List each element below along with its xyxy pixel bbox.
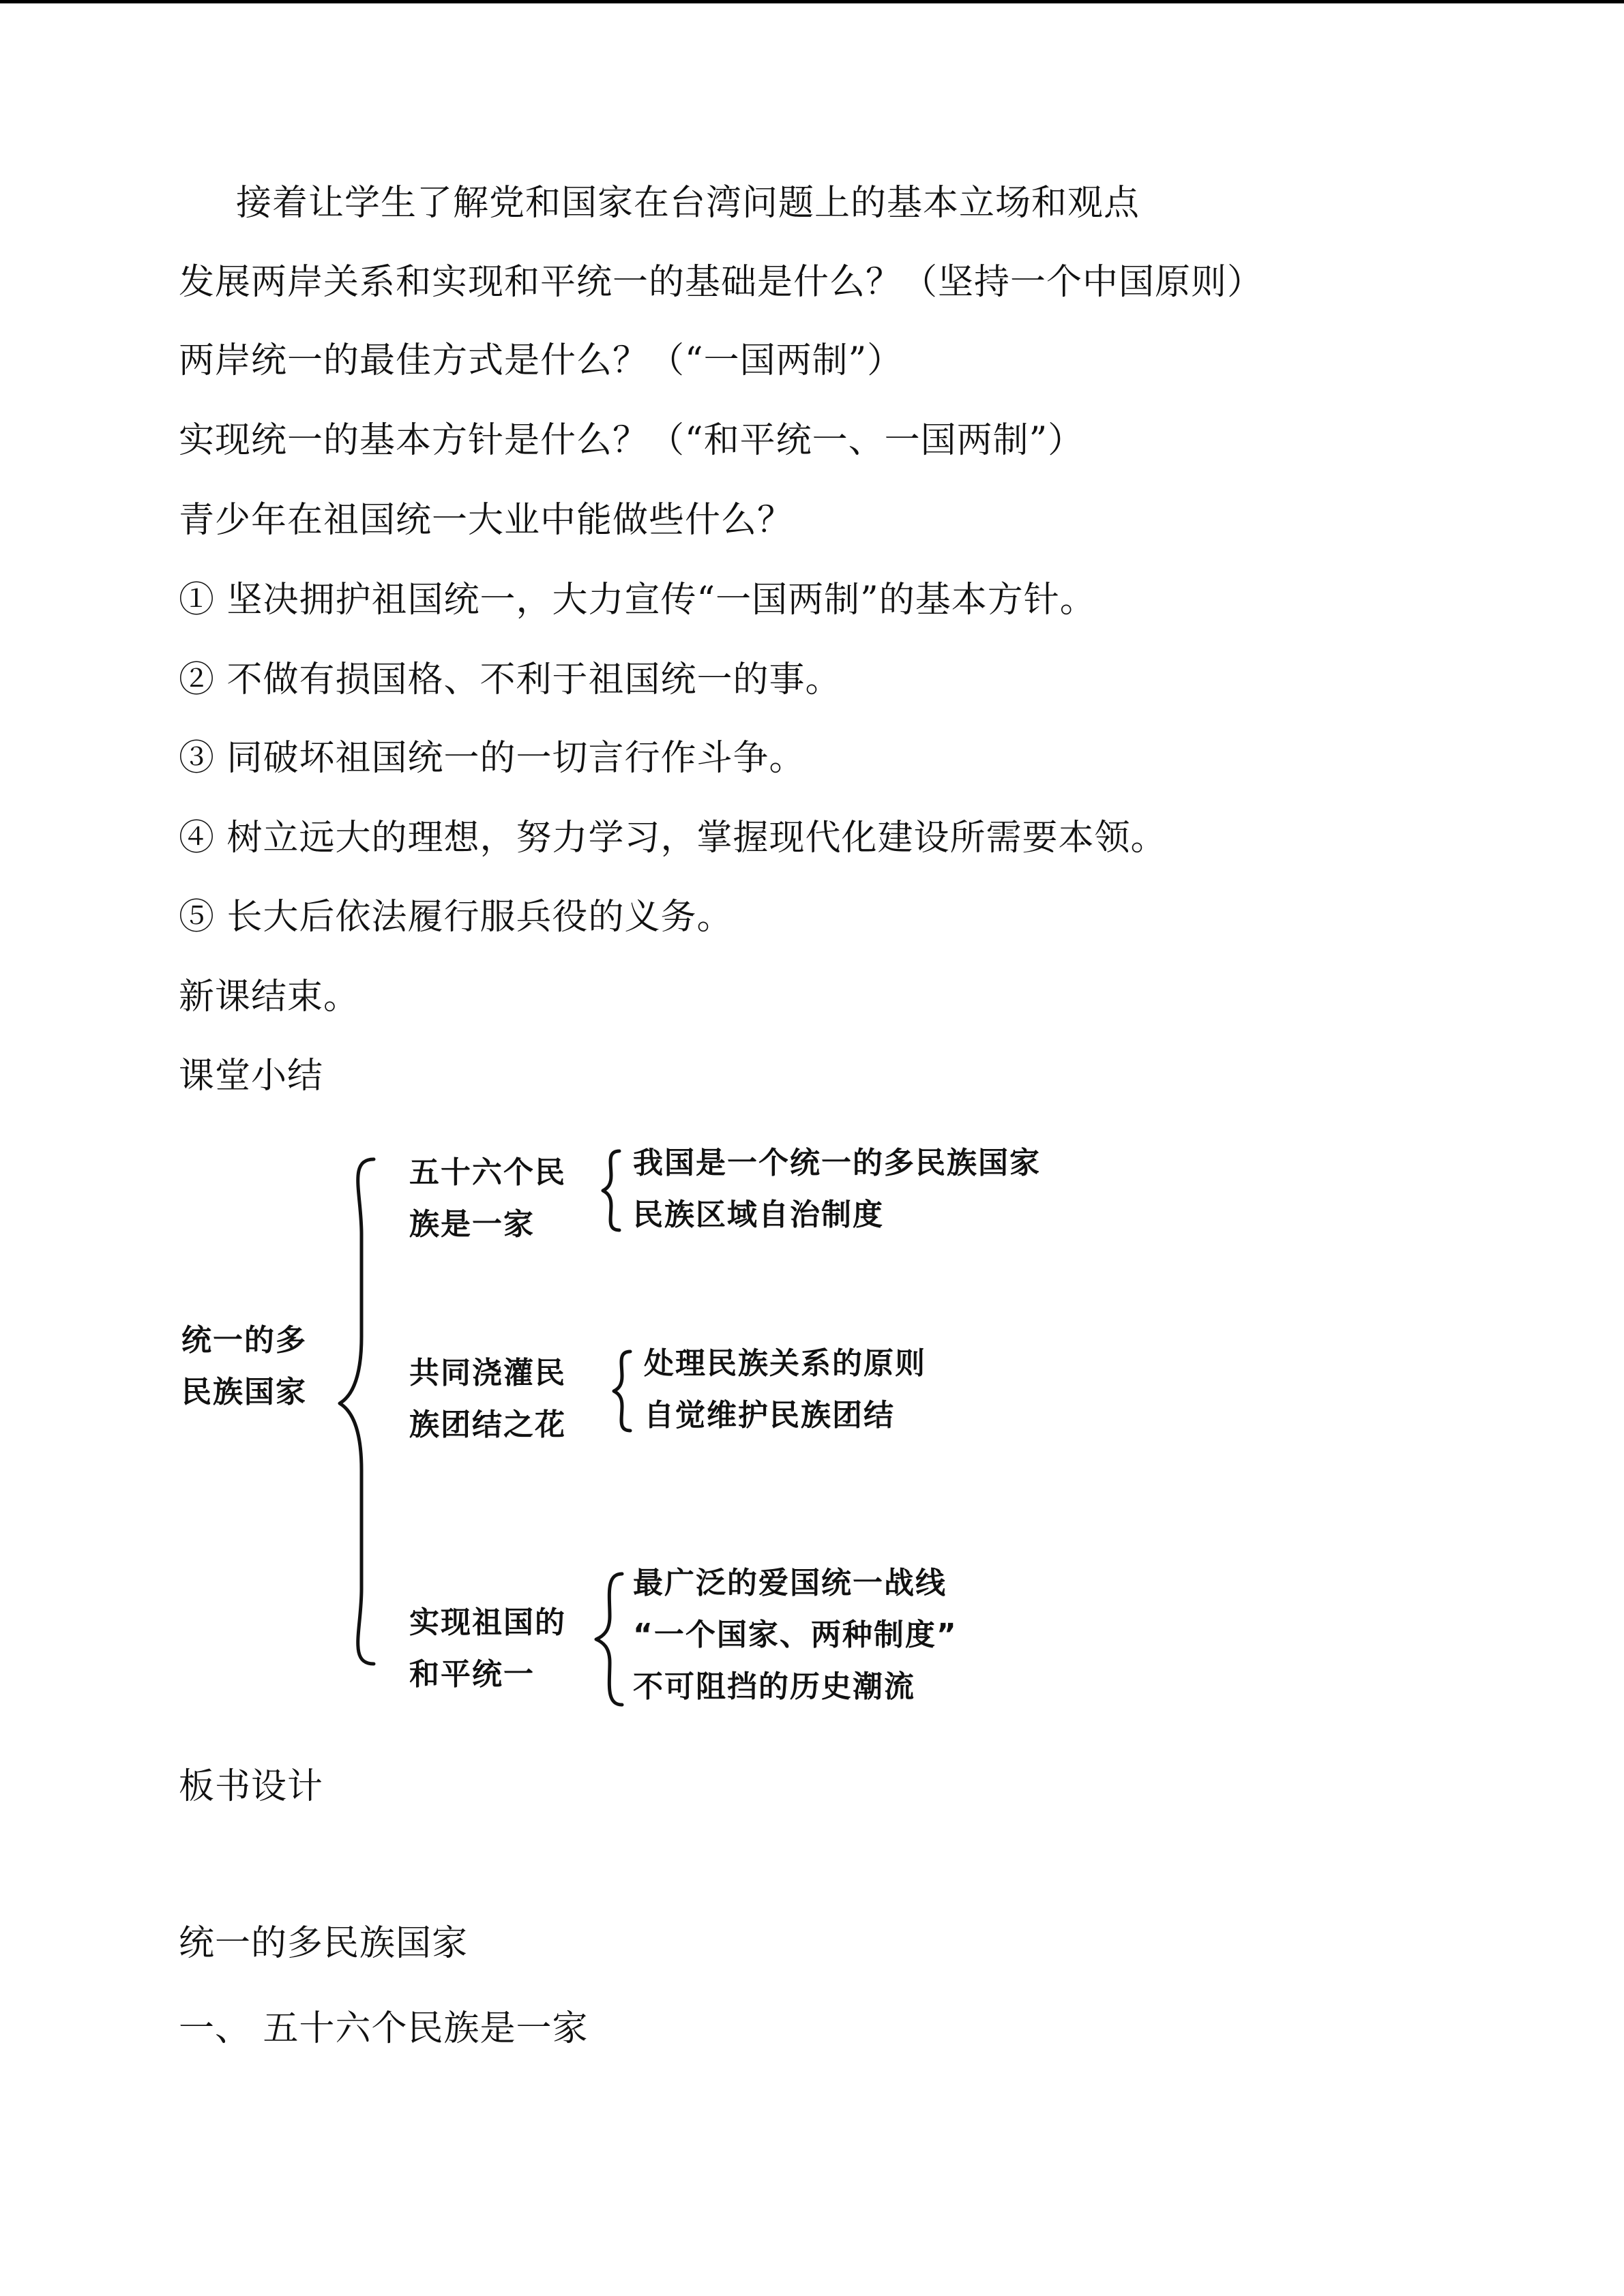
- branch-1-item: 我国是一个统一的多民族国家: [633, 1146, 1041, 1180]
- branch-2-items: [644, 1338, 926, 1442]
- board-title: 统一的多民族国家: [179, 1923, 469, 1964]
- branch-2-item: 处理民族关系的原则: [644, 1346, 926, 1381]
- lesson-end-text: 新课结束。: [179, 976, 360, 1017]
- branch-3-label: 实现祖国的 和平统一: [409, 1605, 566, 1692]
- answer-2: ② 不做有损国格、不利于祖国统一的事。: [179, 659, 842, 700]
- answer-5: ⑤ 长大后依法履行服兵役的义务。: [179, 897, 733, 938]
- question-4: 青少年在祖国统一大业中能做些什么？: [179, 500, 794, 541]
- branch-3-items: [633, 1557, 958, 1713]
- question-3: 实现统一的基本方针是什么？（“和平统一、一国两制”）: [179, 420, 1084, 461]
- answer-1: ① 坚决拥护祖国统一，大力宣传“一国两制”的基本方针。: [179, 580, 1096, 621]
- question-1: 发展两岸关系和实现和平统一的基础是什么？（坚持一个中国原则）: [179, 262, 1264, 303]
- branch-2-label: 共同浇灌民 族团结之花: [409, 1356, 566, 1442]
- intro-paragraph: 接着让学生了解党和国家在台湾问题上的基本立场和观点: [236, 183, 1140, 224]
- branch-1-items: [633, 1137, 1041, 1241]
- branch-3-item: 最广泛的爱国统一战线: [633, 1566, 947, 1600]
- branch-2-item: 自觉维护民族团结: [644, 1398, 895, 1433]
- branch-3-item: 不可阻挡的历史潮流: [633, 1669, 915, 1704]
- answer-3: ③ 同破坏祖国统一的一切言行作斗争。: [179, 738, 806, 779]
- branch-2-brace: [611, 1349, 633, 1433]
- branch-1-brace: [600, 1148, 622, 1233]
- branch-3-brace: [593, 1571, 625, 1708]
- branch-3-item: “一个国家、两种制度”: [633, 1617, 958, 1652]
- board-design-heading: 板书设计: [179, 1766, 324, 1807]
- branch-1-label: 五十六个民 族是一家: [409, 1155, 566, 1242]
- board-section-1: 一、 五十六个民族是一家: [179, 2008, 589, 2049]
- main-brace: [334, 1152, 382, 1671]
- answer-4: ④ 树立远大的理想，努力学习，掌握现代化建设所需要本领。: [179, 818, 1167, 859]
- question-2: 两岸统一的最佳方式是什么？（“一国两制”）: [179, 340, 904, 381]
- summary-heading: 课堂小结: [179, 1056, 324, 1097]
- page-top-rule: [0, 0, 1624, 3]
- diagram-root-label: 统一的多 民族国家: [181, 1323, 307, 1410]
- branch-1-item: 民族区域自治制度: [633, 1197, 884, 1232]
